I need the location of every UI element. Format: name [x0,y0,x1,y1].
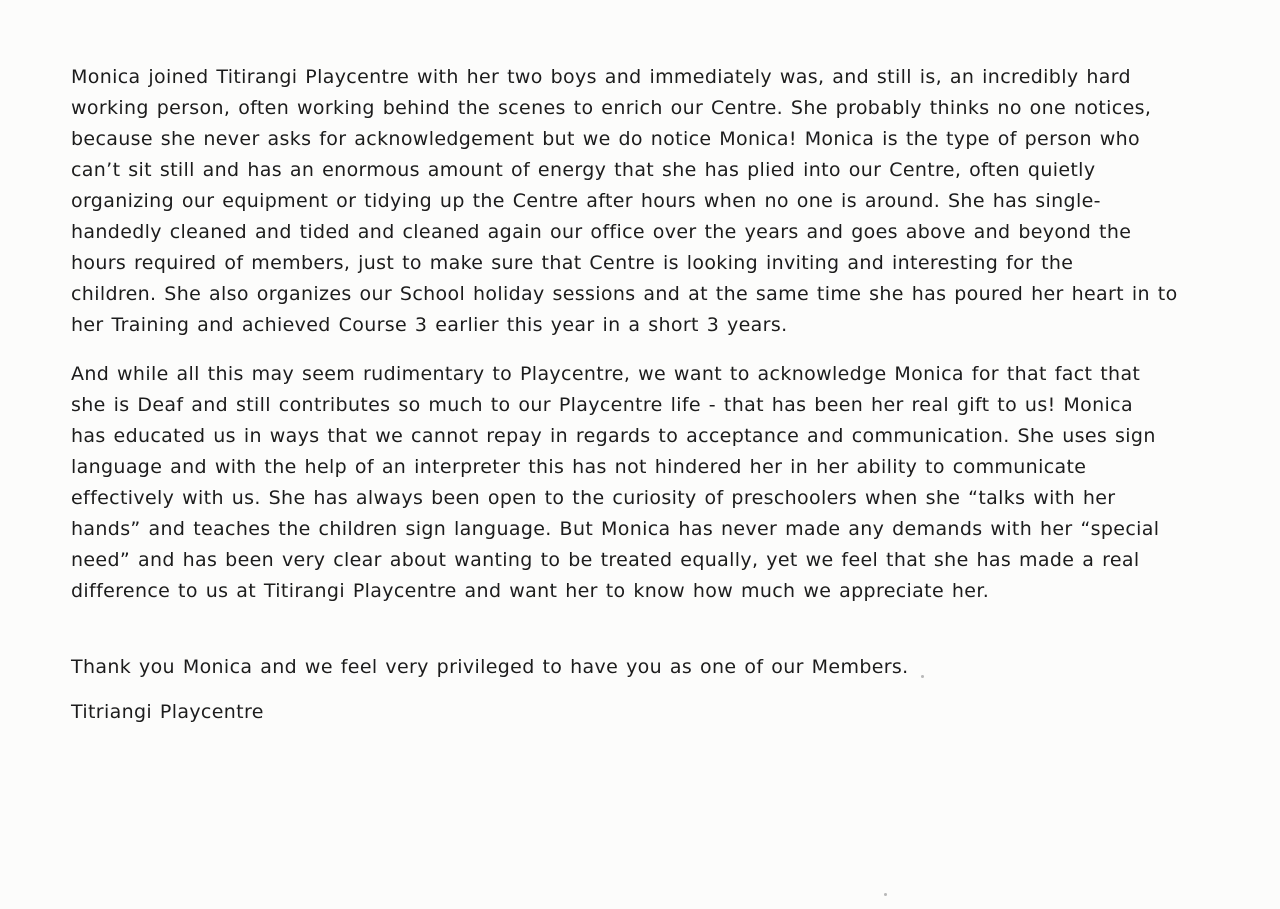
signature [71,697,1241,728]
closing-line [71,652,1241,683]
paragraph-line: language and with the help of an interpreter this has not hindered her in her ability to communicate [71,456,1087,478]
paragraph-line: And while all this may seem rudimentary to Playcentre, we want to acknowledge Monica for that fact that [71,363,1141,385]
paper-speck [921,675,924,678]
paragraph-line: can’t sit still and has an enormous amount of energy that she has plied into our Centre, often quietly [71,159,1096,181]
paragraph-line: effectively with us. She has always been open to the curiosity of preschoolers when she “talks with her [71,487,1116,509]
paragraph-line: difference to us at Titirangi Playcentre and want her to know how much we appreciate her. [71,580,990,602]
paragraph-line: has educated us in ways that we cannot repay in regards to acceptance and communication. She uses sign [71,425,1156,447]
signature-text: Titriangi Playcentre [71,701,264,723]
paragraph-line: hours required of members, just to make sure that Centre is looking inviting and interesting for the [71,252,1074,274]
paragraph-line: organizing our equipment or tidying up the Centre after hours when no one is around. She has single- [71,190,1101,212]
paragraph-line: working person, often working behind the scenes to enrich our Centre. She probably thinks no one notices, [71,97,1152,119]
closing-text: Thank you Monica and we feel very privileged to have you as one of our Members. [71,656,909,678]
paper-speck [884,893,887,896]
paragraph-line: handedly cleaned and tided and cleaned again our office over the years and goes above and beyond the [71,221,1132,243]
paragraph-acknowledgement [71,62,1241,341]
paragraph-line: she is Deaf and still contributes so much to our Playcentre life - that has been her real gift to us! Monica [71,394,1133,416]
letter-body [71,62,1241,728]
paragraph-line: because she never asks for acknowledgement but we do notice Monica! Monica is the type of person who [71,128,1141,150]
paragraph-line: need” and has been very clear about wanting to be treated equally, yet we feel that she has made a real [71,549,1140,571]
paragraph-line: her Training and achieved Course 3 earlier this year in a short 3 years. [71,314,788,336]
paragraph-line: Monica joined Titirangi Playcentre with her two boys and immediately was, and still is, an incredibly hard [71,66,1131,88]
paragraph-line: children. She also organizes our School holiday sessions and at the same time she has poured her heart in to [71,283,1178,305]
paragraph-deaf-contribution [71,359,1241,607]
paragraph-line: hands” and teaches the children sign language. But Monica has never made any demands with her “special [71,518,1160,540]
